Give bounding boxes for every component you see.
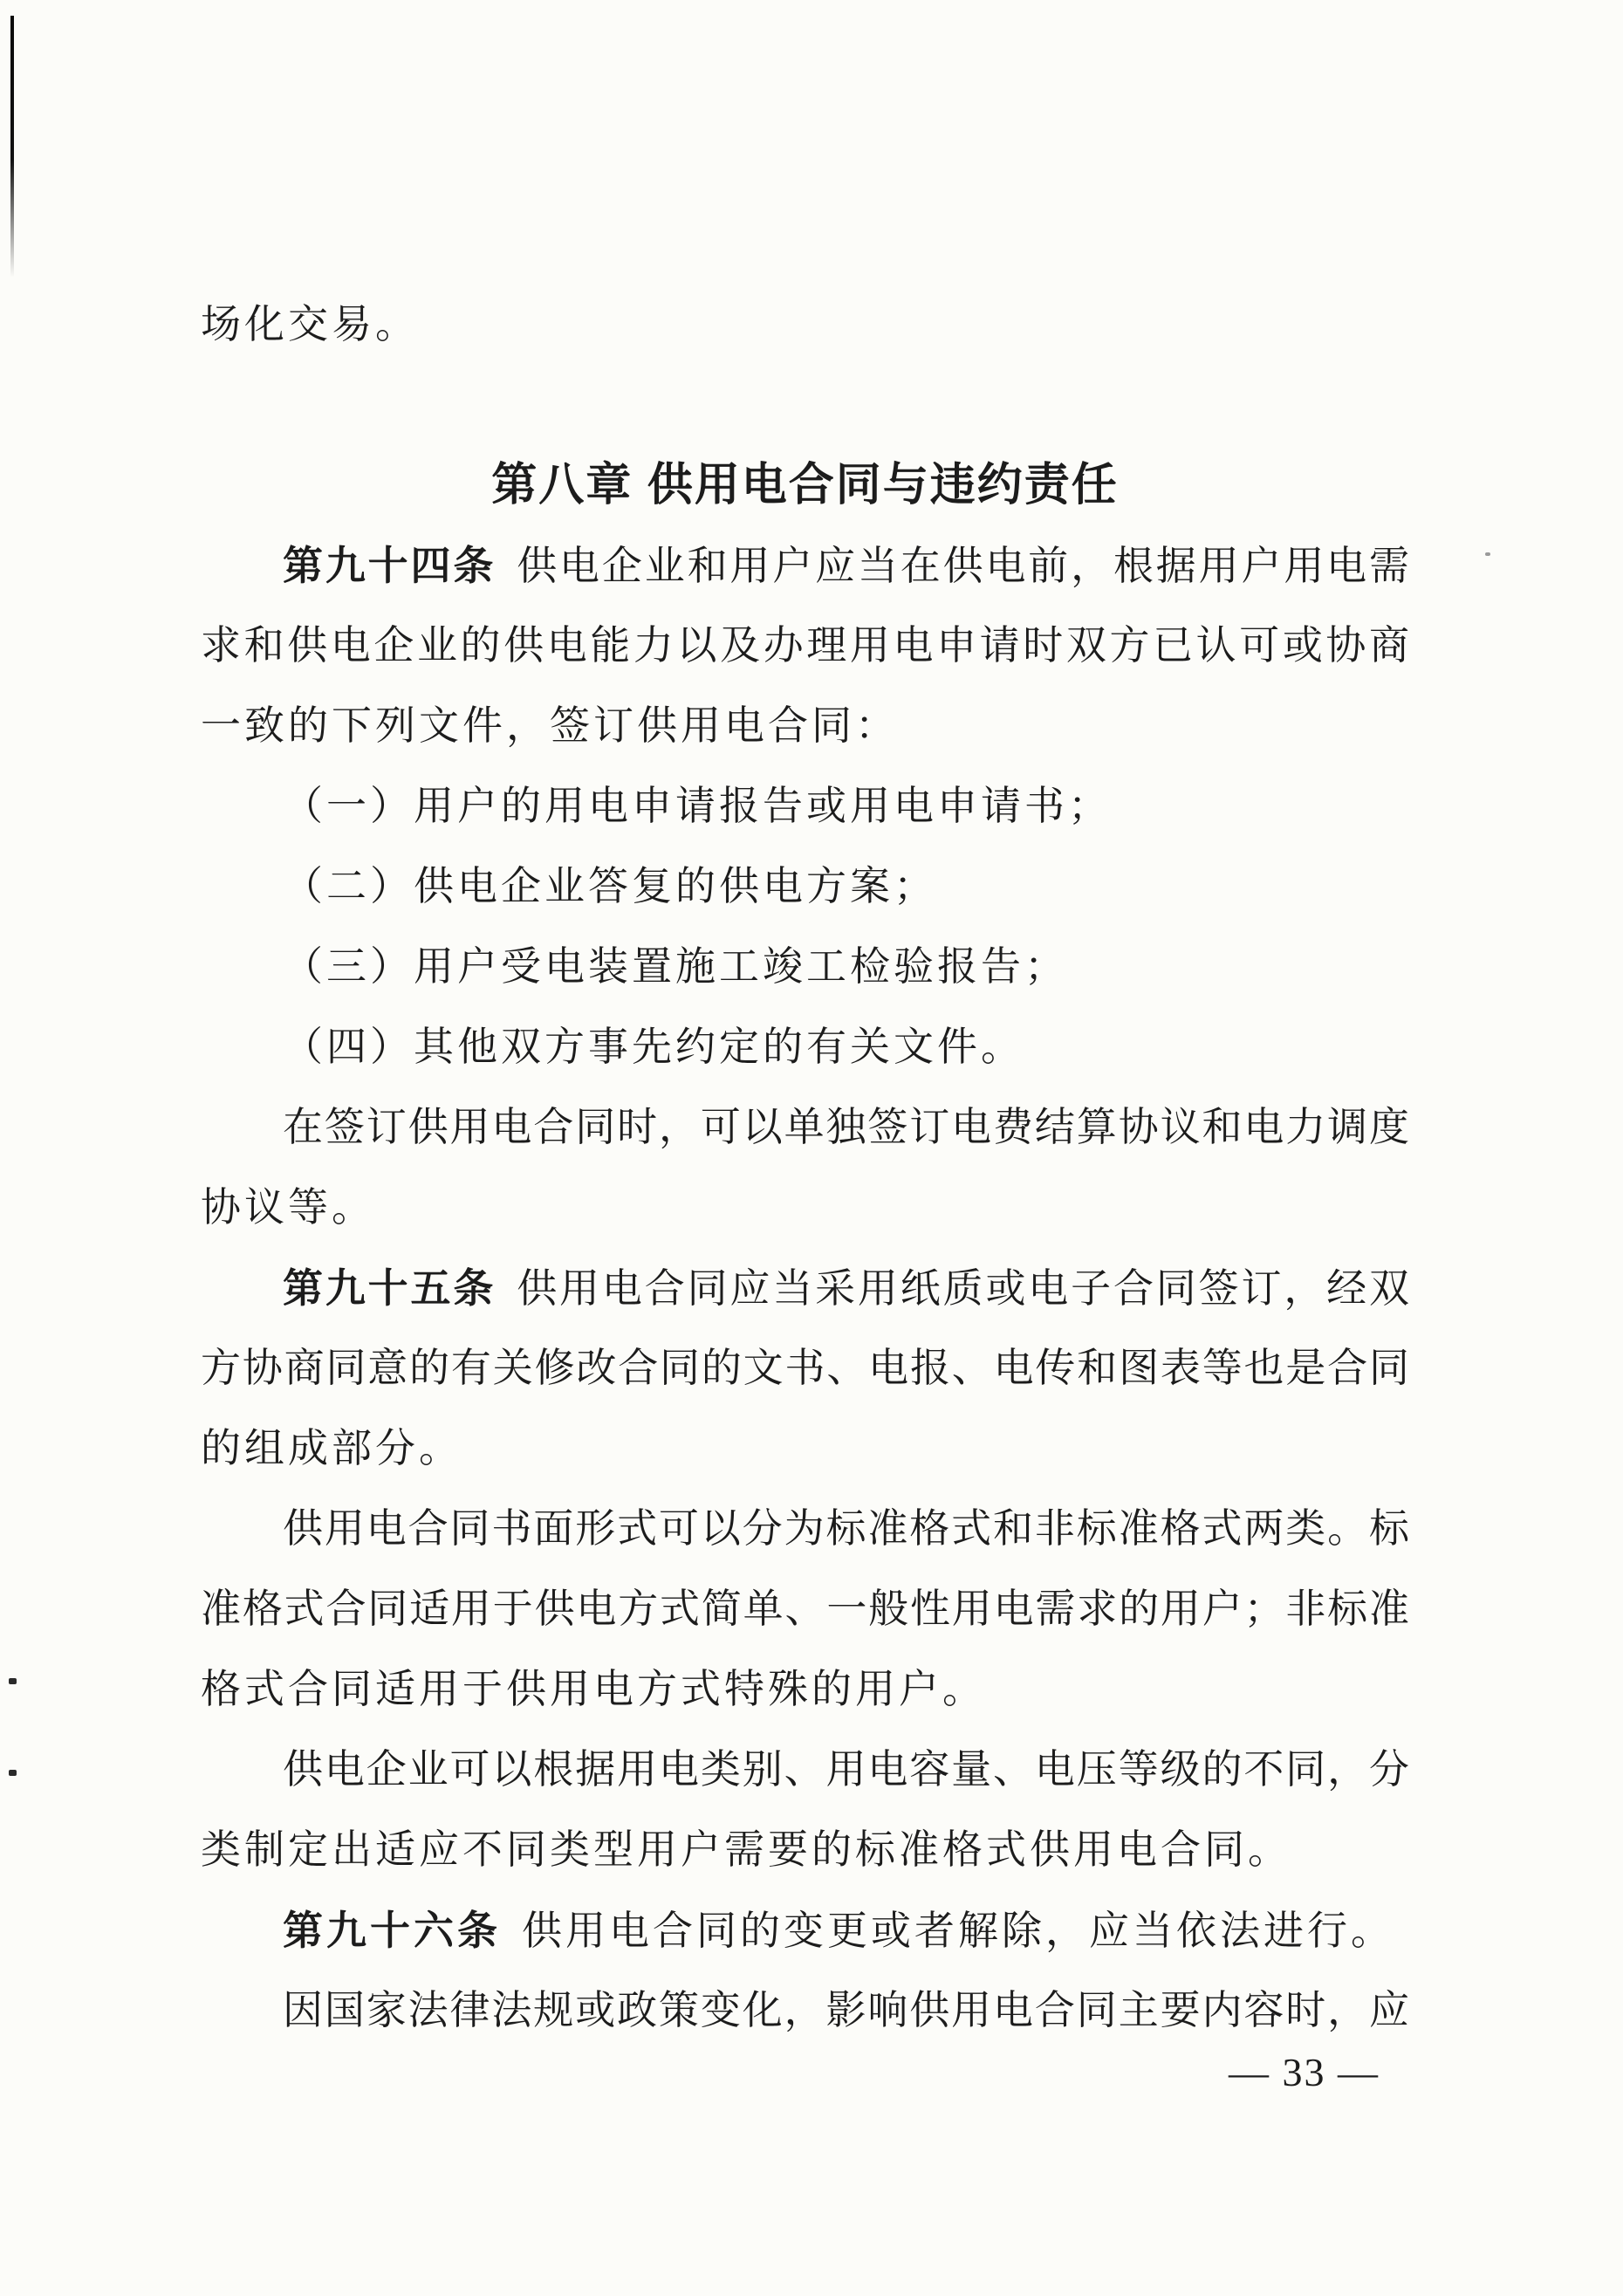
text-line: 一致的下列文件，签订供用电合同：	[201, 703, 899, 748]
article-number: 第九十六条	[283, 1908, 501, 1953]
text-line: 供电企业可以根据用电类别、用电容量、电压等级的不同，分	[283, 1747, 1409, 1792]
text-line: 供用电合同书面形式可以分为标准格式和非标准格式两类。标	[283, 1506, 1409, 1551]
article-number: 第九十五条	[283, 1265, 496, 1311]
text-line: 准格式合同适用于供电方式简单、一般性用电需求的用户；非标准	[201, 1587, 1409, 1631]
chapter-heading: 第八章 供用电合同与违约责任	[491, 460, 1119, 511]
text-line: 场化交易。	[201, 302, 419, 346]
text-line: （四）其他双方事先约定的有关文件。	[283, 1025, 1024, 1069]
text-line: 在签订供用电合同时，可以单独签订电费结算协议和电力调度	[283, 1105, 1409, 1149]
document-body	[201, 284, 1409, 2051]
text-line: 第九十六条 供用电合同的变更或者解除，应当依法进行。	[283, 1908, 1394, 1953]
text-line: 第九十四条 供电企业和用户应当在供电前，根据用户用电需	[283, 543, 1409, 588]
text-line: 方协商同意的有关修改合同的文书、电报、电传和图表等也是合同	[201, 1346, 1409, 1390]
text-line: 求和供电企业的供电能力以及办理用电申请时双方已认可或协商	[201, 623, 1409, 668]
text-line: 类制定出适应不同类型用户需要的标准格式供用电合同。	[201, 1827, 1291, 1872]
spacer-line	[201, 365, 1409, 445]
text-line: 协议等。	[201, 1185, 375, 1230]
text-line: （一）用户的用电申请报告或用电申请书；	[283, 784, 1112, 828]
scan-speck-icon	[9, 1678, 17, 1684]
scan-speck-icon	[9, 1770, 17, 1776]
scan-speck-icon	[1485, 552, 1490, 556]
text-line: （三）用户受电装置施工竣工检验报告；	[283, 944, 1068, 989]
scan-artifact-vertical-line	[10, 16, 14, 278]
text-line: 的组成部分。	[201, 1426, 462, 1470]
article-number: 第九十四条	[283, 543, 496, 588]
text-line: （二）供电企业答复的供电方案；	[283, 864, 937, 908]
text-line: 第九十五条 供用电合同应当采用纸质或电子合同签订，经双	[283, 1265, 1409, 1311]
text-line: 格式合同适用于供用电方式特殊的用户。	[201, 1667, 986, 1711]
text-line: 因国家法律法规或政策变化，影响供用电合同主要内容时，应	[283, 1988, 1409, 2032]
page-number: — 33 —	[1229, 2050, 1380, 2094]
